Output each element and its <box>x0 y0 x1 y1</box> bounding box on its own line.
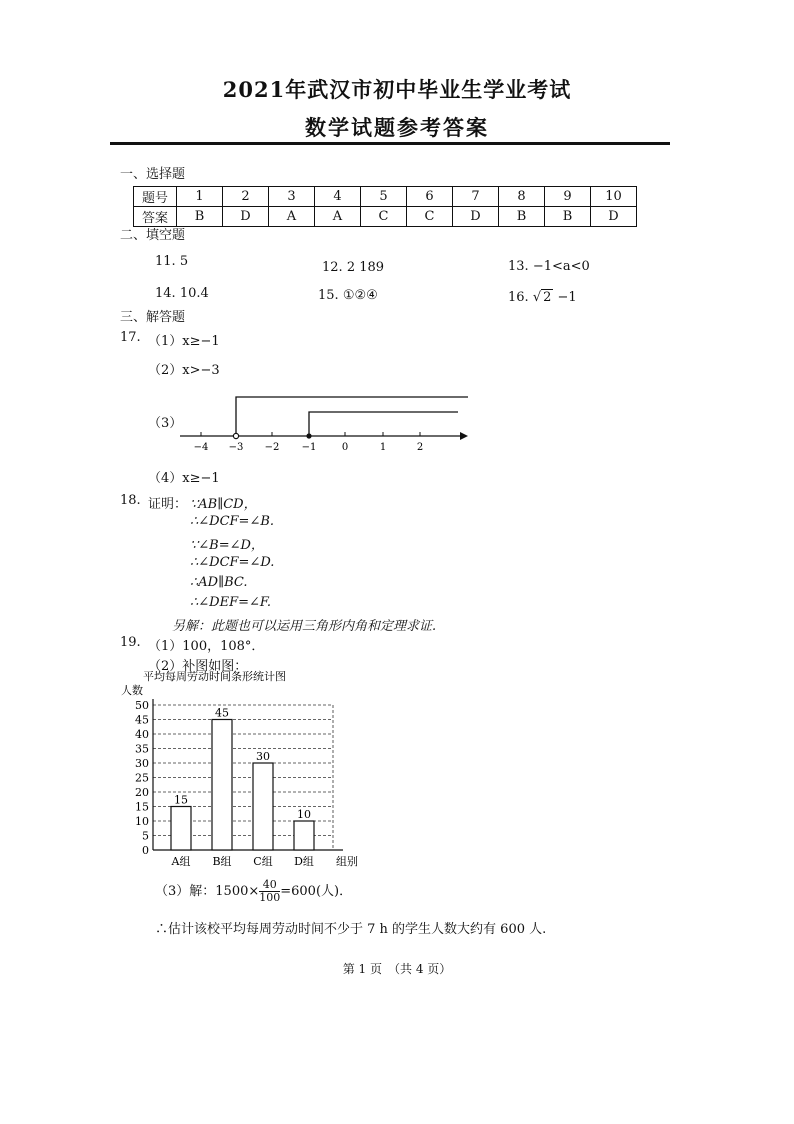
item-number: 13. <box>508 259 529 274</box>
item-number: 14. <box>155 286 176 301</box>
q19-part3 <box>155 879 352 904</box>
chart-xlabel: 组别 <box>336 855 358 868</box>
fill-item-12 <box>322 260 384 275</box>
answer-cell: C <box>407 207 453 227</box>
page-footer: 第 1 页 （共 4 页） <box>342 962 452 976</box>
fill-item-14 <box>155 286 209 301</box>
fraction-numerator: 40 <box>259 879 280 892</box>
answer-cell: C <box>361 207 407 227</box>
q17-part1: （1）x≥−1 <box>148 334 220 349</box>
bar-value-label: 30 <box>256 750 270 763</box>
sqrt-sign: √ <box>532 290 542 305</box>
answer-cell: D <box>453 207 499 227</box>
fill-item-16 <box>508 290 577 305</box>
section2-heading: 二、填空题 <box>120 228 186 243</box>
proof-line: ∴∠DEF=∠F. <box>190 595 272 610</box>
fraction <box>259 879 280 904</box>
y-tick-label: 25 <box>135 771 149 785</box>
answer-cell: B <box>177 207 223 227</box>
proof-line: ∴∠DCF=∠B. <box>190 514 275 529</box>
x-tick-label: D组 <box>294 855 314 868</box>
item-answer: −1<a<0 <box>532 259 590 274</box>
section3-heading: 三、解答题 <box>120 310 186 325</box>
question-cell: 9 <box>545 187 591 207</box>
question-cell: 5 <box>361 187 407 207</box>
answer-cell: A <box>315 207 361 227</box>
q19-number: 19. <box>120 635 141 650</box>
page-subtitle: 数学试题参考答案 <box>305 115 489 140</box>
q17-part2: （2）x>−3 <box>148 363 220 378</box>
x-tick-label: B组 <box>212 855 232 868</box>
bar <box>294 821 314 850</box>
y-tick-label: 45 <box>135 713 149 727</box>
chart-ylabel: 人数 <box>121 684 143 697</box>
bar <box>171 807 191 851</box>
x-tick-label: A组 <box>171 855 191 868</box>
item-answer: ①②④ <box>342 288 378 303</box>
y-tick-label: 5 <box>142 829 149 843</box>
y-tick-label: 40 <box>135 728 149 741</box>
q18-label: 证明： <box>148 497 188 512</box>
question-cell: 10 <box>591 187 637 207</box>
y-tick-label: 20 <box>135 786 149 799</box>
fraction-denominator: 100 <box>259 891 281 904</box>
question-cell: 7 <box>453 187 499 207</box>
bar-value-label: 45 <box>215 706 229 720</box>
question-cell: 3 <box>269 187 315 207</box>
item-answer: 2 189 <box>346 260 385 275</box>
y-tick-label: 35 <box>135 742 149 756</box>
q17-number: 17. <box>120 330 141 345</box>
q19-part3-prefix: （3）解：1500× <box>155 884 260 899</box>
q17-part3: （3） <box>148 416 183 431</box>
fill-item-13 <box>508 259 590 274</box>
tick-label: 0 <box>341 442 349 453</box>
answer-cell: B <box>499 207 545 227</box>
answer-cell: A <box>269 207 315 227</box>
solution-range-x-gt-neg3 <box>236 397 468 436</box>
title-divider <box>110 142 670 145</box>
item-answer: 10.4 <box>179 286 209 301</box>
number-line <box>170 390 470 454</box>
sqrt-radicand: 2 <box>543 290 552 305</box>
tick-label: −2 <box>264 442 280 453</box>
tick-label: −1 <box>301 442 317 453</box>
item-answer: 5 <box>179 254 189 269</box>
item-number: 11. <box>155 254 176 269</box>
question-cell: 2 <box>223 187 269 207</box>
bar-value-label: 15 <box>174 793 188 807</box>
q19-part3-suffix: =600(人)． <box>280 884 353 899</box>
question-cell: 8 <box>499 187 545 207</box>
q19-part1: （1）100，108°． <box>148 639 265 654</box>
section1-heading: 一、选择题 <box>120 167 186 182</box>
q19-part2: （2）补图如图： <box>148 659 248 674</box>
item-number: 15. <box>318 288 339 303</box>
question-row <box>134 187 637 207</box>
item-answer-tail: −1 <box>553 290 577 305</box>
fill-item-11 <box>155 254 188 269</box>
answer-row-label: 答案 <box>134 207 177 227</box>
proof-line: ∴AD∥BC. <box>190 575 248 590</box>
bar <box>253 763 273 850</box>
fill-item-15 <box>318 288 378 303</box>
question-cell: 1 <box>177 187 223 207</box>
y-tick-label: 10 <box>135 815 149 828</box>
chart-title: 平均每周劳动时间条形统计图 <box>143 670 286 683</box>
q17-part4: （4）x≥−1 <box>148 471 220 486</box>
q19-conclusion: ∴估计该校平均每周劳动时间不少于 7 h 的学生人数大约有 600 人. <box>155 922 547 937</box>
y-tick-label: 0 <box>142 844 149 857</box>
y-tick-label: 15 <box>135 800 149 814</box>
item-number: 12. <box>322 260 343 275</box>
alternative-proof-note: 另解：此题也可以运用三角形内角和定理求证. <box>172 619 437 634</box>
open-point-icon <box>233 433 238 438</box>
bar-chart <box>115 670 375 875</box>
proof-line: ∵AB∥CD， <box>190 497 257 512</box>
y-tick-label: 30 <box>135 757 149 770</box>
answer-cell: D <box>591 207 637 227</box>
question-cell: 4 <box>315 187 361 207</box>
answer-row <box>134 207 637 227</box>
tick-label: −3 <box>228 442 244 453</box>
arrow-right-icon <box>460 432 468 440</box>
answer-cell: D <box>223 207 269 227</box>
tick-label: −4 <box>193 442 209 453</box>
tick-label: 2 <box>416 442 424 453</box>
proof-line: ∵∠B=∠D， <box>190 538 264 553</box>
item-number: 16. <box>508 290 529 305</box>
tick-label: 1 <box>379 442 387 453</box>
page-title: 2021年武汉市初中毕业生学业考试 <box>222 77 572 102</box>
closed-point-icon <box>306 433 311 438</box>
proof-line: ∴∠DCF=∠D. <box>190 555 275 570</box>
question-cell: 6 <box>407 187 453 207</box>
answer-cell: B <box>545 207 591 227</box>
answer-table <box>133 186 637 227</box>
bar-value-label: 10 <box>297 808 311 821</box>
q18-number: 18. <box>120 493 141 508</box>
y-tick-label: 50 <box>135 699 149 712</box>
bar <box>212 720 232 851</box>
x-tick-label: C组 <box>253 855 273 868</box>
question-row-label: 题号 <box>134 187 177 207</box>
